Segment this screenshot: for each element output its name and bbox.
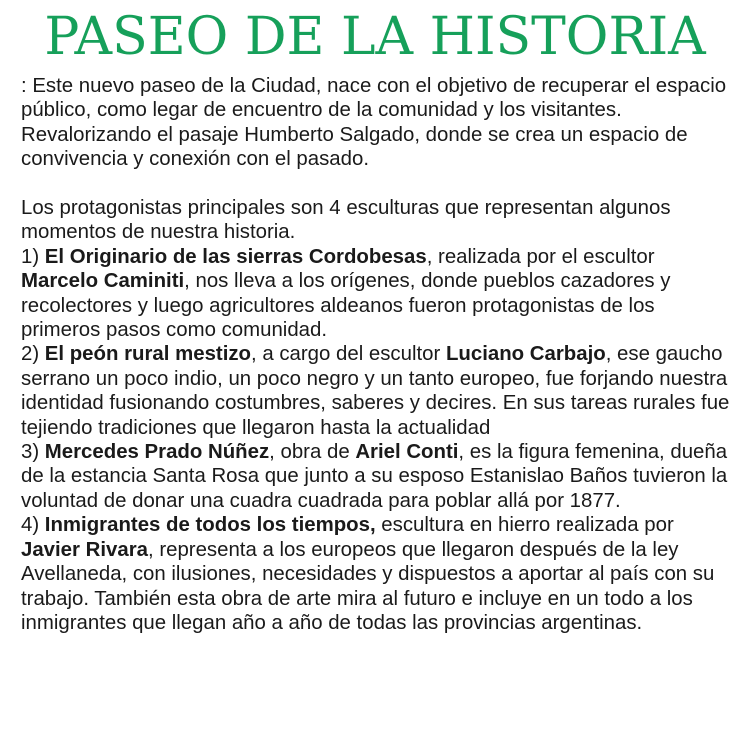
- sculptor-name: Javier Rivara: [21, 538, 148, 561]
- body-text: [21, 74, 737, 635]
- sculptor-name: Luciano Carbajo: [445, 343, 606, 366]
- item-number: 2): [21, 343, 45, 366]
- sculpture-item-3: [21, 440, 737, 513]
- item-text: , es la figura femenina, dueña de la estancia Santa Rosa que junto a su esposo Estanislao Baños tuvieron la voluntad de donar una cuadra cuadrada para poblar allá por 1877.: [21, 441, 728, 512]
- sculptor-name: Marcelo Caminiti: [21, 270, 185, 293]
- item-text: , a cargo del escultor: [251, 343, 446, 366]
- paragraph-gap: [21, 172, 737, 196]
- item-text: , nos lleva a los orígenes, donde pueblos cazadores y recolectores y luego agricultores aldeanos fueron protagonistas de los primeros pasos como comunidad.: [21, 270, 671, 342]
- item-text: , ese gaucho serrano un poco indio, un poco negro y un tanto europeo, fue forjando nuestra identidad fusionando costumbres, saberes y decires. En sus tareas rurales fue tejiendo tradiciones que llegaron hasta la actualidad: [21, 343, 730, 439]
- sculpture-item-4: [21, 513, 737, 635]
- item-number: 3): [21, 441, 45, 464]
- page-title: PASEO DE LA HISTORIA: [44, 7, 706, 67]
- item-text: , realizada por el escultor: [426, 245, 655, 268]
- sculpture-item-2: [21, 342, 737, 440]
- sculpture-title: El peón rural mestizo: [44, 343, 252, 366]
- sculptor-name: Ariel Conti: [355, 441, 459, 464]
- sculpture-title: Mercedes Prado Núñez: [44, 441, 270, 464]
- protagonists-intro: Los protagonistas principales son 4 esculturas que representan algunos momentos de nuestra historia.: [21, 197, 671, 244]
- item-text: escultura en hierro realizada por: [375, 514, 674, 537]
- item-text: , representa a los europeos que llegaron después de la ley Avellaneda, con ilusiones, necesidades y dispuestos a aportar al país con su trabajo. También esta obra de arte mira al futuro e incluye en un todo a los inmigrantes que llegan año a año de todas las provincias argentinas.: [21, 538, 715, 634]
- item-text: , obra de: [269, 441, 356, 464]
- sculpture-title: Inmigrantes de todos los tiempos,: [44, 514, 376, 537]
- item-number: 1): [21, 245, 45, 268]
- intro-paragraph: : Este nuevo paseo de la Ciudad, nace con el objetivo de recuperar el espacio público, como legar de encuentro de la comunidad y los visitantes. Revalorizando el pasaje Humberto Salgado, donde se crea un espacio de convivencia y conexión con el pasado.: [21, 75, 727, 171]
- item-number: 4): [21, 514, 45, 537]
- sculpture-item-1: [21, 245, 737, 343]
- sculpture-title: El Originario de las sierras Cordobesas: [44, 245, 427, 268]
